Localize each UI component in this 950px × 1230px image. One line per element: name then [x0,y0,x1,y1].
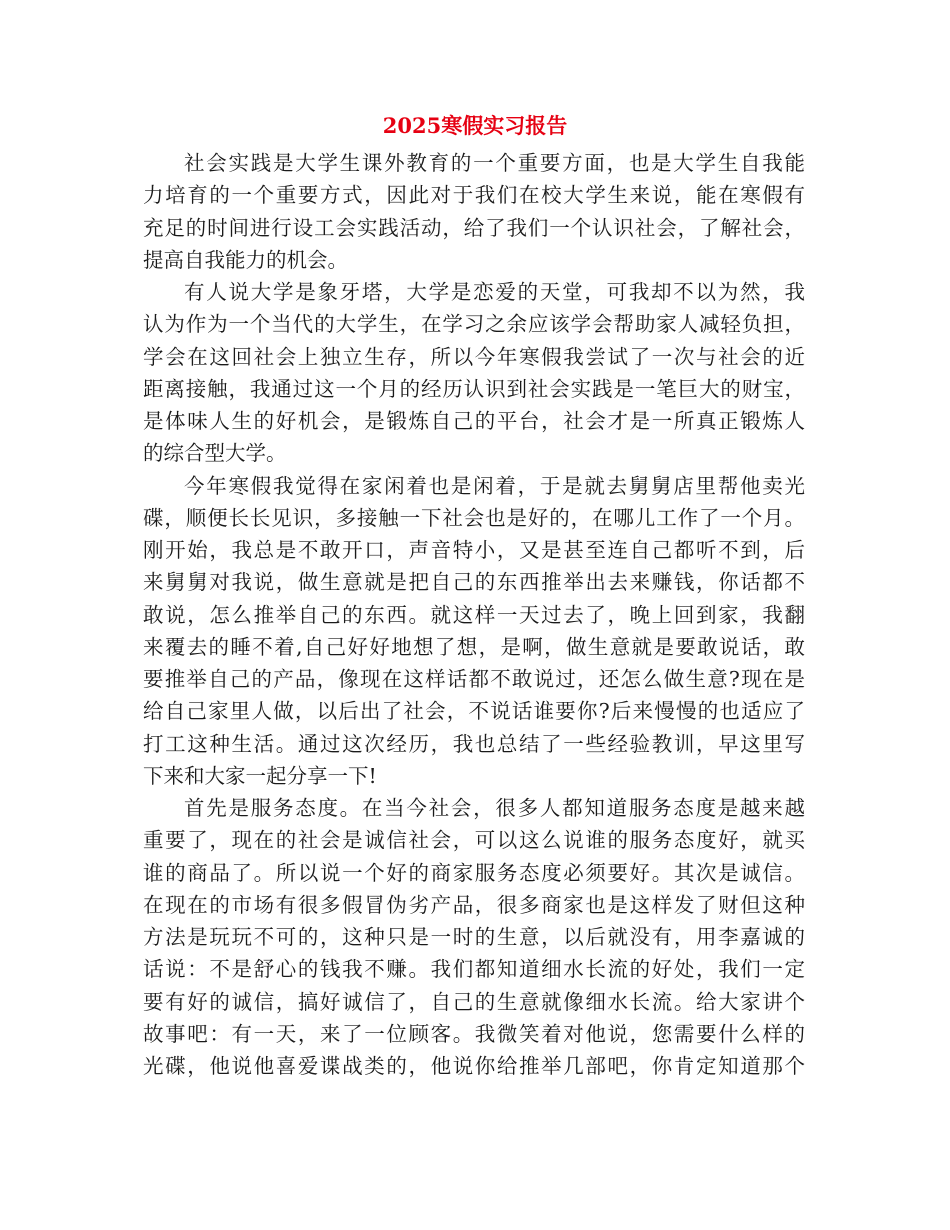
text-line: 光碟，他说他喜爱谍战类的，他说你给推举几部吧，你肯定知道那个 [143,1054,805,1078]
text-line: 谁的商品了。所以说一个好的商家服务态度必须要好。其次是诚信。 [143,860,805,885]
text-line: 充足的时间进行设工会实践活动，给了我们一个认识社会，了解社会， [143,215,805,240]
text-line: 要推举自己的产品，像现在这样话都不敢说过，还怎么做生意?现在是 [143,667,805,691]
text-line: 来覆去的睡不着,自己好好地想了想，是啊，做生意就是要敢说话，敢 [143,634,805,659]
paragraph-4 [143,792,805,1082]
text-line: 距离接触，我通过这一个月的经历认识到社会实践是一笔巨大的财宝， [143,376,805,401]
text-line: 方法是玩玩不可的，这种只是一时的生意，以后就没有，用李嘉诚的 [143,925,805,949]
text-line: 在现在的市场有很多假冒伪劣产品，很多商家也是这样发了财但这种 [143,892,805,917]
text-line: 重要了，现在的社会是诚信社会，可以这么说谁的服务态度好，就买 [143,828,805,853]
text-line: 故事吧：有一天，来了一位顾客。我微笑着对他说，您需要什么样的 [143,1021,805,1046]
text-line: 来舅舅对我说，做生意就是把自己的东西推举出去来赚钱，你话都不 [143,570,805,595]
text-line: 首先是服务态度。在当今社会，很多人都知道服务态度是越来越 [184,796,805,820]
text-line: 给自己家里人做，以后出了社会，不说话谁要你?后来慢慢的也适应了 [143,699,805,724]
text-line: 学会在这回社会上独立生存，所以今年寒假我尝试了一次与社会的近 [143,344,805,369]
text-line: 打工这种生活。通过这次经历，我也总结了一些经验教训，早这里写 [143,731,805,756]
paragraph-2 [143,276,805,470]
text-line: 今年寒假我觉得在家闲着也是闲着，于是就去舅舅店里帮他卖光 [184,473,805,498]
document-body [143,147,805,1082]
text-line: 话说：不是舒心的钱我不赚。我们都知道细水长流的好处，我们一定 [143,957,805,982]
text-line: 碟，顺便长长见识，多接触一下社会也是好的，在哪儿工作了一个月。 [143,505,805,530]
text-line: 的综合型大学。 [143,441,287,466]
text-line: 下来和大家一起分享一下! [143,763,377,788]
text-line: 有人说大学是象牙塔，大学是恋爱的天堂，可我却不以为然，我 [184,280,805,304]
text-line: 社会实践是大学生课外教育的一个重要方面，也是大学生自我能 [184,151,805,175]
text-line: 是体味人生的好机会，是锻炼自己的平台，社会才是一所真正锻炼人 [143,409,805,433]
text-line: 力培育的一个重要方式，因此对于我们在校大学生来说，能在寒假有 [143,183,805,208]
text-line: 敢说，怎么推举自己的东西。就这样一天过去了，晚上回到家，我翻 [143,602,805,627]
text-line: 提高自我能力的机会。 [143,247,348,272]
text-line: 要有好的诚信，搞好诚信了，自己的生意就像细水长流。给大家讲个 [143,989,805,1014]
text-line: 刚开始，我总是不敢开口，声音特小，又是甚至连自己都听不到，后 [143,538,805,562]
text-line: 认为作为一个当代的大学生，在学习之余应该学会帮助家人减轻负担， [143,312,805,337]
paragraph-3 [143,470,805,793]
document-title: 2025寒假实习报告 [382,113,568,138]
paragraph-1 [143,147,805,276]
